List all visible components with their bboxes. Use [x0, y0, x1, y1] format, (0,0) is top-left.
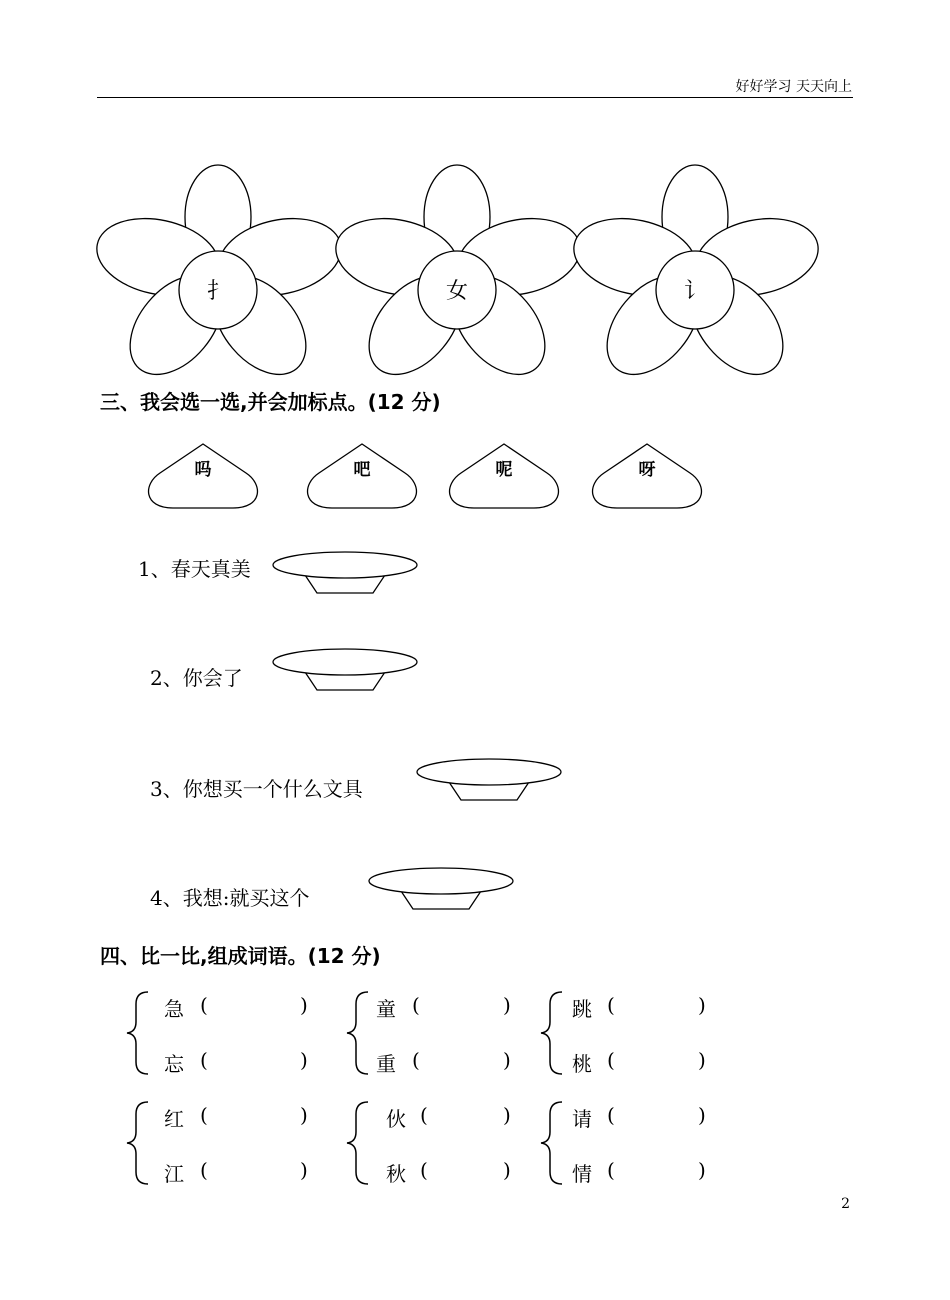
- sentence-3: 3、你想买一个什么文具: [150, 777, 363, 801]
- flower-radical: 讠: [683, 279, 707, 304]
- word-char: 桃: [572, 1052, 592, 1076]
- flower-3: [567, 165, 826, 392]
- word-answer-blank[interactable]: [216, 1048, 296, 1074]
- close-paren: ): [698, 1048, 706, 1072]
- answer-bowl-3[interactable]: [417, 759, 561, 800]
- particle-label: 吗: [194, 460, 212, 480]
- open-paren: (: [607, 993, 615, 1017]
- particle-heart-2: [308, 444, 417, 508]
- close-paren: ): [698, 1103, 706, 1127]
- word-char: 秋: [386, 1162, 406, 1186]
- answer-bowl-1[interactable]: [273, 552, 417, 593]
- word-char: 忘: [164, 1052, 184, 1076]
- close-paren: ): [503, 993, 511, 1017]
- brace-group-1: [127, 992, 148, 1074]
- open-paren: (: [420, 1103, 428, 1127]
- open-paren: (: [412, 1048, 420, 1072]
- open-paren: (: [412, 993, 420, 1017]
- word-answer-blank[interactable]: [216, 1103, 296, 1129]
- word-char: 红: [164, 1107, 184, 1131]
- particle-heart-3: [450, 444, 559, 508]
- particle-label: 吧: [353, 460, 371, 480]
- close-paren: ): [300, 1048, 308, 1072]
- particle-heart-1: [149, 444, 258, 508]
- word-answer-blank[interactable]: [623, 1103, 695, 1129]
- word-answer-blank[interactable]: [216, 993, 296, 1019]
- section-3-title: 三、我会选一选,并会加标点。(12 分): [100, 390, 441, 414]
- open-paren: (: [607, 1048, 615, 1072]
- flower-1: [90, 165, 349, 392]
- word-char: 伙: [386, 1107, 406, 1131]
- flower-radical: 扌: [206, 279, 230, 304]
- word-char: 请: [572, 1107, 592, 1131]
- open-paren: (: [607, 1103, 615, 1127]
- sentence-2: 2、你会了: [150, 666, 243, 690]
- close-paren: ): [300, 1158, 308, 1182]
- close-paren: ): [300, 993, 308, 1017]
- word-answer-blank[interactable]: [623, 1158, 695, 1184]
- word-char: 江: [164, 1162, 184, 1186]
- close-paren: ): [503, 1158, 511, 1182]
- close-paren: ): [503, 1103, 511, 1127]
- word-char: 情: [572, 1162, 592, 1186]
- open-paren: (: [200, 1103, 208, 1127]
- page-number: 2: [841, 1196, 850, 1212]
- brace-group-3: [541, 992, 562, 1074]
- close-paren: ): [503, 1048, 511, 1072]
- open-paren: (: [200, 1048, 208, 1072]
- close-paren: ): [698, 993, 706, 1017]
- word-answer-blank[interactable]: [436, 1103, 500, 1129]
- word-answer-blank[interactable]: [623, 993, 695, 1019]
- word-char: 童: [376, 997, 396, 1021]
- particle-heart-4: [593, 444, 702, 508]
- brace-group-5: [347, 1102, 368, 1184]
- open-paren: (: [420, 1158, 428, 1182]
- brace-group-6: [541, 1102, 562, 1184]
- header-motto: 好好学习 天天向上: [735, 79, 852, 95]
- word-answer-blank[interactable]: [623, 1048, 695, 1074]
- open-paren: (: [200, 993, 208, 1017]
- word-answer-blank[interactable]: [436, 1158, 500, 1184]
- brace-group-2: [347, 992, 368, 1074]
- word-char: 急: [164, 997, 184, 1021]
- word-answer-blank[interactable]: [428, 1048, 500, 1074]
- answer-bowl-4[interactable]: [369, 868, 513, 909]
- particle-label: 呀: [638, 460, 656, 480]
- close-paren: ): [300, 1103, 308, 1127]
- sentence-1: 1、春天真美: [138, 557, 251, 581]
- flower-2: [329, 165, 588, 392]
- flower-radical: 女: [445, 279, 469, 304]
- brace-group-4: [127, 1102, 148, 1184]
- close-paren: ): [698, 1158, 706, 1182]
- open-paren: (: [607, 1158, 615, 1182]
- word-answer-blank[interactable]: [428, 993, 500, 1019]
- open-paren: (: [200, 1158, 208, 1182]
- particle-label: 呢: [495, 460, 513, 480]
- word-char: 跳: [572, 997, 592, 1021]
- answer-bowl-2[interactable]: [273, 649, 417, 690]
- sentence-4: 4、我想:就买这个: [150, 886, 310, 910]
- section-4-title: 四、比一比,组成词语。(12 分): [100, 944, 381, 968]
- word-char: 重: [376, 1052, 396, 1076]
- word-answer-blank[interactable]: [216, 1158, 296, 1184]
